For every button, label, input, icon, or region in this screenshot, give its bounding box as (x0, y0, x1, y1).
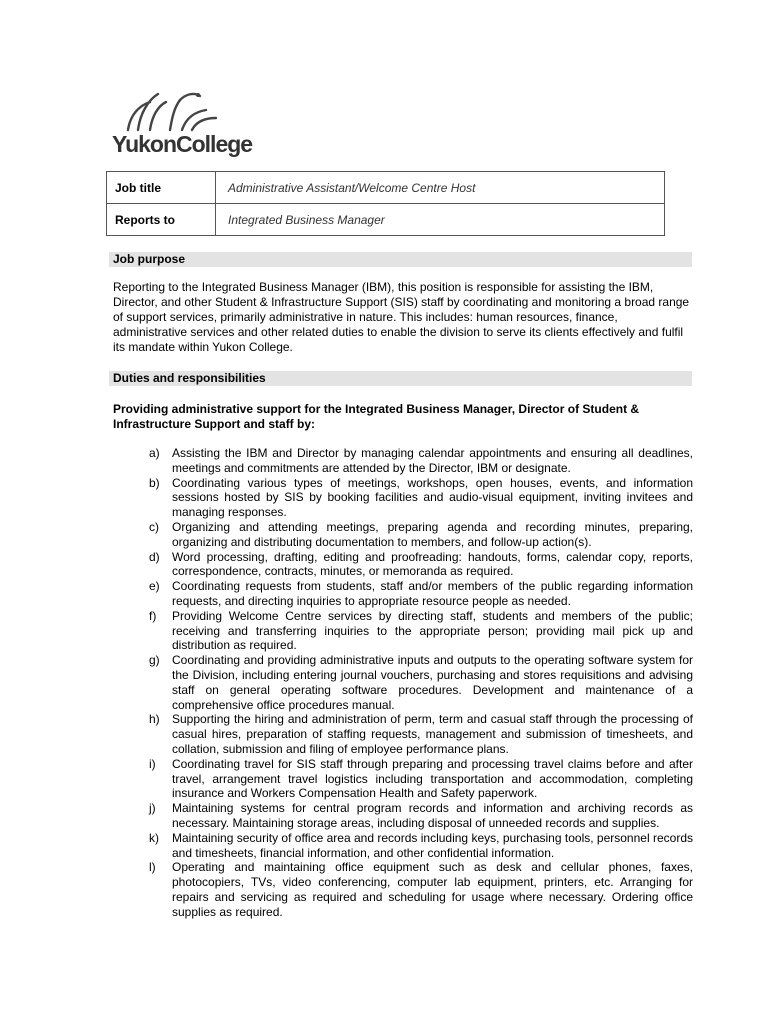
list-item (141, 712, 693, 756)
job-title-label: Job title (107, 172, 216, 204)
list-item-text: Organizing and attending meetings, preparing agenda and recording minutes, preparing, organizing and distributing documentation to members, and follow-up action(s). (172, 519, 693, 549)
list-item-text: Maintaining systems for central program records and information and archiving records as necessary. Maintaining storage areas, including disposal of unneeded records and supplies. (172, 801, 693, 830)
yukon-college-logo (112, 88, 253, 160)
table-row (107, 172, 665, 204)
list-marker: a) (149, 446, 160, 460)
list-marker: d) (149, 549, 160, 564)
list-marker: l) (149, 860, 156, 875)
list-marker: j) (149, 801, 156, 816)
list-marker: g) (149, 653, 160, 668)
list-item-text: Assisting the IBM and Director by managing calendar appointments and ensuring all deadlines, meetings and commitments are attended by the Director, IBM or designate. (172, 446, 693, 475)
list-marker: h) (149, 712, 160, 727)
list-item (141, 801, 693, 831)
job-purpose-heading: Job purpose (109, 252, 692, 267)
list-marker: i) (149, 756, 156, 771)
job-info-table (106, 171, 665, 236)
list-marker: k) (149, 830, 159, 845)
list-item (141, 520, 693, 550)
list-item-text: Word processing, drafting, editing and proofreading: handouts, forms, calendar copy, reports, correspondence, contracts, minutes, or memoranda as required. (172, 549, 693, 579)
list-item-text: Operating and maintaining office equipment such as desk and cellular phones, faxes, photocopiers, TVs, video conferencing, computer lab equipment, printers, etc. Arranging for repairs and servicing as required and scheduling for usage where necessary. Ordering office supplies as required. (172, 860, 693, 919)
duties-list (141, 446, 693, 920)
list-item-text: Coordinating various types of meetings, workshops, open houses, events, and information sessions hosted by SIS by booking facilities and audio-visual equipment, inviting invitees and managing responses. (172, 475, 693, 520)
job-purpose-text: Reporting to the Integrated Business Manager (IBM), this position is responsible for assisting the IBM, Director, and other Student & Infrastructure Support (SIS) staff by coordinating and monitoring a broad range of support services, primarily administrative in nature. This includes: human resources, finance, administrative services and other related duties to enable the division to serve its clients effectively and fulfil its mandate within Yukon College. (113, 280, 690, 354)
list-item-text: Coordinating and providing administrative inputs and outputs to the operating software system for the Division, including entering journal vouchers, purchasing and stores requisitions and advising staff on general operating software procedures. Development and maintenance of a comprehensive office procedures manual. (172, 653, 693, 712)
list-item (141, 579, 693, 609)
duties-subheading: Providing administrative support for the Integrated Business Manager, Director of Student & Infrastructure Support and staff by: (113, 402, 640, 431)
list-item (141, 757, 693, 801)
list-item-text: Coordinating requests from students, staff and/or members of the public regarding information requests, and directing inquiries to appropriate resource people as needed. (172, 579, 693, 608)
list-item (141, 476, 693, 520)
list-item (141, 653, 693, 712)
bird-logo-icon (120, 88, 220, 132)
list-item (141, 609, 693, 653)
list-item (141, 550, 693, 580)
list-marker: b) (149, 475, 160, 490)
duties-heading: Duties and responsibilities (109, 371, 692, 386)
list-item (141, 446, 693, 476)
list-item-text: Coordinating travel for SIS staff through preparing and processing travel claims before and after travel, arrangement travel logistics including transportation and accommodation, completing insurance and Workers Compensation Health and Safety paperwork. (172, 756, 693, 801)
reports-to-label: Reports to (107, 204, 216, 236)
table-row (107, 204, 665, 236)
list-item-text: Providing Welcome Centre services by directing staff, students and members of the public; receiving and transferring inquiries to the appropriate person; providing mail pick up and distribution as required. (172, 608, 693, 653)
reports-to-value: Integrated Business Manager (216, 204, 665, 236)
list-marker: f) (149, 608, 157, 623)
job-title-value: Administrative Assistant/Welcome Centre Host (216, 172, 665, 204)
list-marker: e) (149, 579, 160, 594)
list-marker: c) (149, 519, 159, 534)
logo-wordmark: YukonCollege (112, 131, 253, 157)
list-item-text: Supporting the hiring and administration of perm, term and casual staff through the processing of casual hires, preparation of staffing requests, management and submission of timesheets, and collation, submission and filing of employee performance plans. (172, 712, 693, 756)
list-item (141, 860, 693, 919)
list-item (141, 831, 693, 861)
list-item-text: Maintaining security of office area and records including keys, purchasing tools, personnel records and timesheets, financial information, and other confidential information. (172, 830, 693, 860)
